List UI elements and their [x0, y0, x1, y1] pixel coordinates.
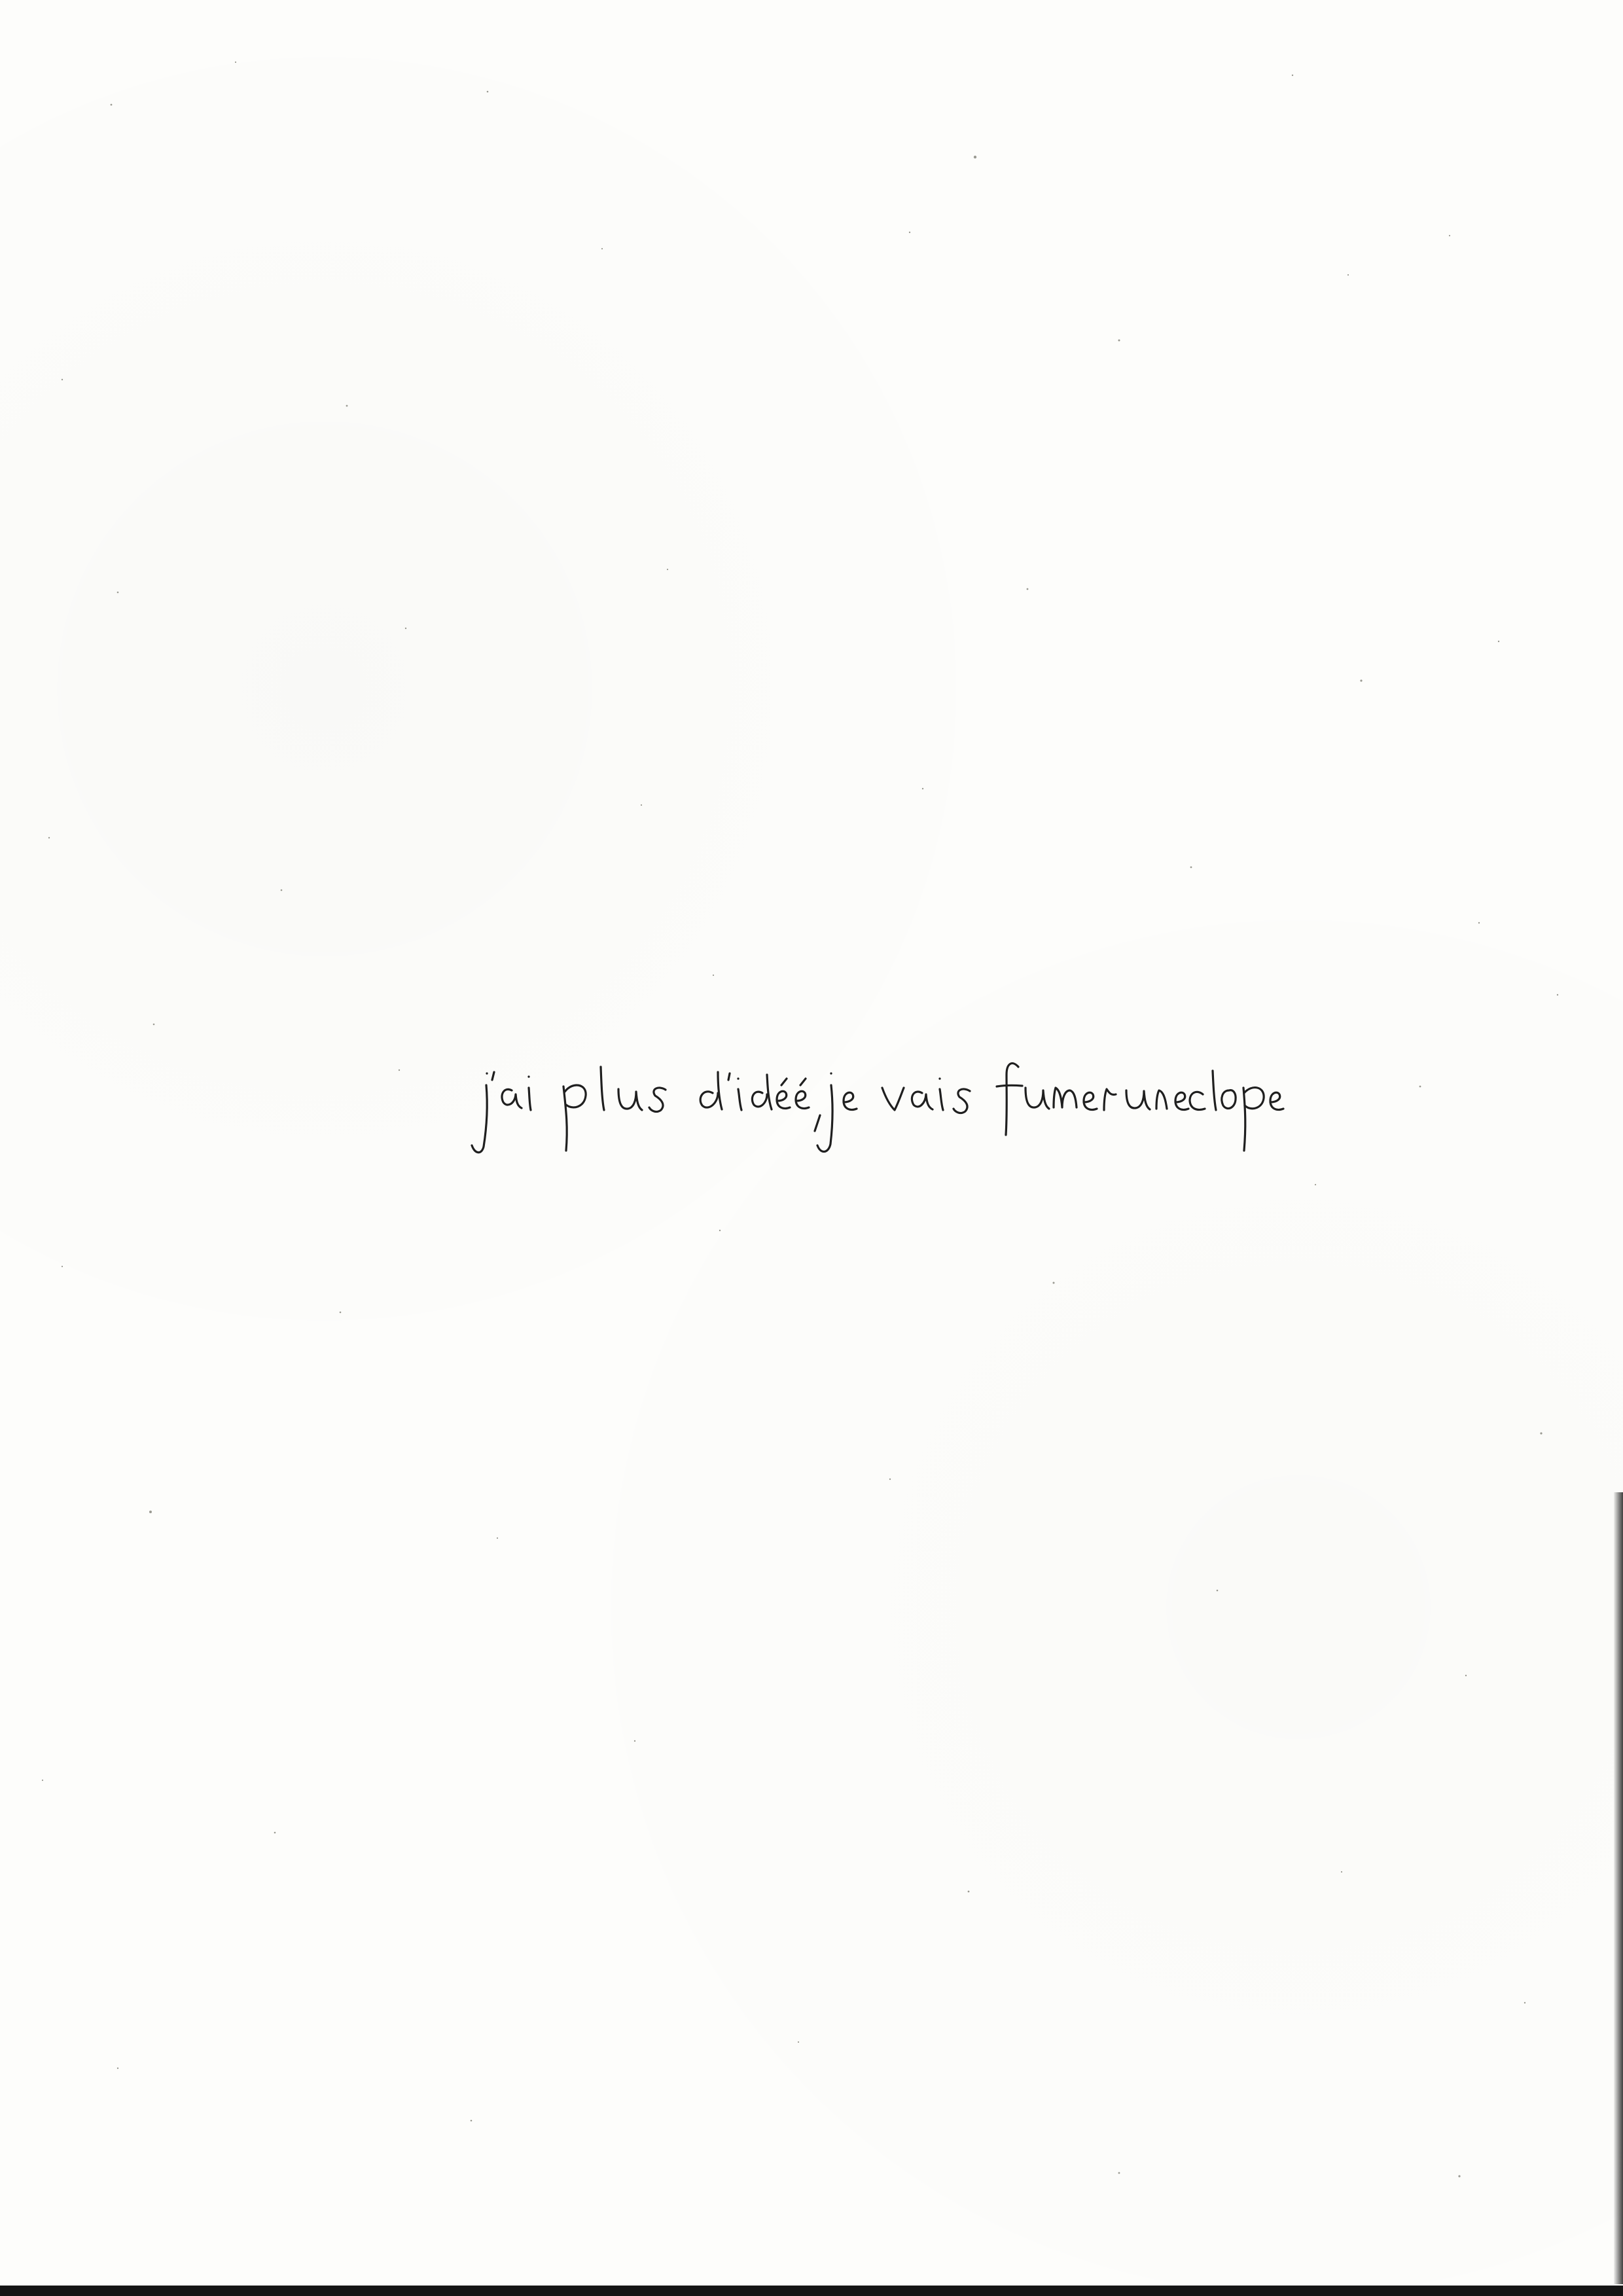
handwritten-note [461, 1047, 1224, 1158]
note-container [461, 1047, 1224, 1158]
scan-right-edge [1614, 1492, 1623, 2284]
scan-bottom-edge [0, 2286, 1623, 2296]
